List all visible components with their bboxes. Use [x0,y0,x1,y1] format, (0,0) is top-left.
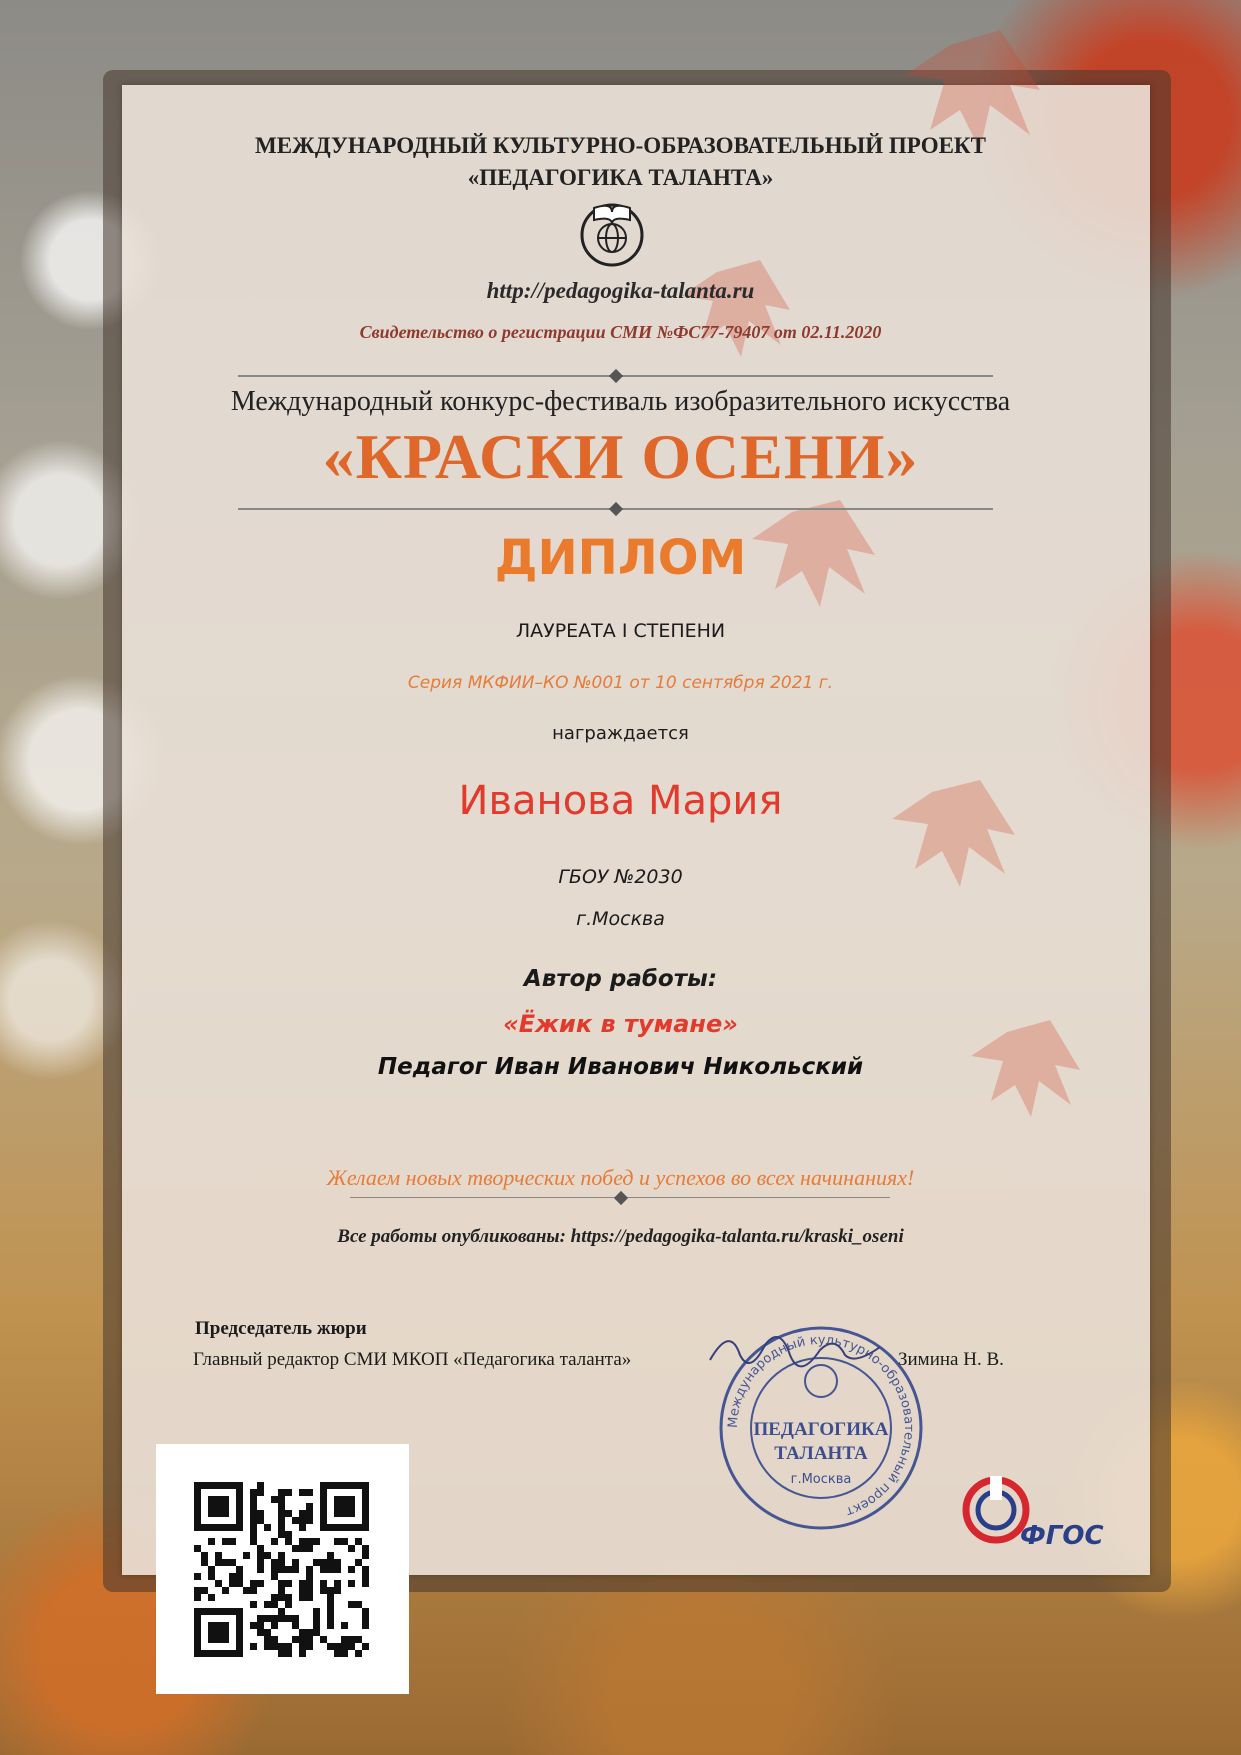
chair-label: Председатель жюри [195,1318,367,1339]
qr-module [243,1552,250,1559]
qr-module [292,1615,299,1622]
qr-module [257,1510,264,1517]
qr-module [250,1517,257,1524]
qr-module [215,1559,222,1566]
qr-module [257,1517,264,1524]
book-globe-logo-icon [572,198,652,268]
qr-module [348,1601,355,1608]
qr-module [292,1622,299,1629]
school-name: ГБОУ №2030 [558,866,683,888]
qr-module [194,1545,201,1552]
qr-module [299,1489,306,1496]
qr-module [334,1650,341,1657]
qr-module [222,1538,229,1545]
qr-module [299,1643,306,1650]
qr-module [278,1580,285,1587]
qr-module [362,1580,369,1587]
qr-module [250,1489,257,1496]
qr-module [257,1629,264,1636]
qr-module [278,1615,285,1622]
qr-module [320,1587,327,1594]
qr-module [278,1496,285,1503]
qr-module [362,1573,369,1580]
qr-module [313,1538,320,1545]
qr-module [236,1580,243,1587]
fgos-text: ФГОС [1020,1521,1104,1551]
qr-module [306,1489,313,1496]
qr-module [362,1545,369,1552]
qr-module [278,1552,285,1559]
qr-module [278,1524,285,1531]
awarded-label: награждается [552,723,689,744]
qr-module [285,1580,292,1587]
qr-module [292,1566,299,1573]
qr-module [348,1636,355,1643]
qr-module [313,1629,320,1636]
qr-module [299,1580,306,1587]
qr-module [355,1538,362,1545]
qr-module [250,1580,257,1587]
qr-module [285,1650,292,1657]
qr-module [208,1573,215,1580]
registration-info: Свидетельство о регистрации СМИ №ФС77-79407 от 02.11.2020 [359,322,882,342]
qr-module [285,1643,292,1650]
qr-module [306,1545,313,1552]
qr-module [299,1587,306,1594]
qr-module [320,1559,327,1566]
teacher-name: Педагог Иван Иванович Никольский [377,1054,864,1080]
qr-module [313,1608,320,1615]
qr-module [278,1531,285,1538]
qr-module [278,1650,285,1657]
qr-module [348,1580,355,1587]
qr-module [201,1587,208,1594]
qr-module [257,1622,264,1629]
qr-module [327,1559,334,1566]
qr-module [341,1622,348,1629]
qr-module [306,1587,313,1594]
qr-module [208,1538,215,1545]
qr-module [306,1580,313,1587]
qr-module [257,1559,264,1566]
qr-module [292,1545,299,1552]
qr-module [257,1545,264,1552]
qr-module [250,1643,257,1650]
qr-module [215,1580,222,1587]
qr-module [278,1608,285,1615]
contest-subtitle: Международный конкурс-фестиваль изобразительного искусства [230,386,1011,417]
qr-module [355,1636,362,1643]
fgos-logo-icon [962,1470,1122,1560]
qr-module [264,1643,271,1650]
qr-module [334,1587,341,1594]
qr-module [250,1587,257,1594]
qr-module [229,1538,236,1545]
diploma-degree: ЛАУРЕАТА I СТЕПЕНИ [515,620,726,642]
qr-module [306,1510,313,1517]
chair-name: Зимина Н. В. [898,1349,1004,1370]
qr-module [327,1615,334,1622]
qr-module [306,1629,313,1636]
project-line-1: МЕЖДУНАРОДНЫЙ КУЛЬТУРНО-ОБРАЗОВАТЕЛЬНЫЙ ПРОЕКТ [255,133,986,158]
qr-module [285,1531,292,1538]
qr-module [334,1643,341,1650]
qr-module [341,1636,348,1643]
qr-module [306,1538,313,1545]
qr-module [299,1524,306,1531]
stamp-ring-text: Международный культурно-образовательный проект [725,1332,917,1519]
qr-module [250,1622,257,1629]
chair-position: Главный редактор СМИ МКОП «Педагогика таланта» [193,1349,632,1370]
qr-module [299,1538,306,1545]
qr-module [250,1524,257,1531]
qr-module [327,1594,334,1601]
qr-module [285,1615,292,1622]
qr-module [278,1503,285,1510]
qr-finder [334,1496,355,1517]
stamp-city: г.Москва [790,1472,852,1487]
qr-finder [208,1496,229,1517]
qr-module [271,1601,278,1608]
city-name: г.Москва [576,908,665,930]
qr-module [250,1538,257,1545]
qr-module [355,1601,362,1608]
qr-module [215,1552,222,1559]
qr-module [362,1615,369,1622]
qr-module [362,1566,369,1573]
qr-module [194,1594,201,1601]
qr-module [341,1643,348,1650]
qr-module [313,1559,320,1566]
qr-module [271,1559,278,1566]
qr-module [327,1566,334,1573]
qr-module [306,1636,313,1643]
qr-module [264,1636,271,1643]
author-label: Автор работы: [523,966,718,992]
qr-module [194,1573,201,1580]
qr-module [292,1517,299,1524]
stamp-line-2: ТАЛАНТА [774,1443,868,1464]
qr-module [222,1587,229,1594]
qr-module [278,1587,285,1594]
qr-module [285,1566,292,1573]
qr-module [271,1615,278,1622]
qr-module [299,1510,306,1517]
qr-module [299,1650,306,1657]
qr-module [348,1643,355,1650]
qr-module [285,1601,292,1608]
qr-module [278,1566,285,1573]
qr-module [348,1545,355,1552]
qr-module [208,1566,215,1573]
qr-module [250,1503,257,1510]
qr-module [271,1622,278,1629]
qr-module [201,1552,208,1559]
qr-module [334,1566,341,1573]
project-title [0,130,1241,194]
qr-module [278,1594,285,1601]
qr-module [278,1643,285,1650]
qr-module [327,1608,334,1615]
qr-module [278,1517,285,1524]
qr-module [271,1636,278,1643]
qr-module [194,1587,201,1594]
qr-module [285,1489,292,1496]
qr-module [299,1545,306,1552]
qr-module [257,1489,264,1496]
publication-link: Все работы опубликованы: https://pedagogika-talanta.ru/kraski_oseni [337,1226,904,1247]
qr-module [341,1538,348,1545]
qr-module [306,1643,313,1650]
qr-module [208,1594,215,1601]
qr-module [271,1538,278,1545]
qr-module [320,1566,327,1573]
recipient-name: Иванова Мария [458,778,783,824]
qr-module [299,1594,306,1601]
qr-module [285,1510,292,1517]
qr-module [229,1580,236,1587]
qr-module [362,1608,369,1615]
qr-module [271,1594,278,1601]
qr-module [362,1622,369,1629]
qr-module [271,1643,278,1650]
qr-module [299,1629,306,1636]
qr-module [257,1580,264,1587]
qr-module [229,1559,236,1566]
qr-module [292,1559,299,1566]
qr-module [320,1580,327,1587]
qr-module [334,1538,341,1545]
qr-module [285,1538,292,1545]
qr-module [327,1601,334,1608]
qr-module [313,1622,320,1629]
qr-module [257,1482,264,1489]
site-url: http://pedagogika-talanta.ru [486,278,755,303]
qr-module [292,1636,299,1643]
qr-module [334,1559,341,1566]
qr-module [236,1566,243,1573]
wish-text: Желаем новых творческих побед и успехов во всех начинаниях! [326,1165,915,1190]
qr-module [306,1573,313,1580]
qr-module [271,1573,278,1580]
qr-module [306,1594,313,1601]
qr-module [222,1559,229,1566]
qr-module [264,1629,271,1636]
qr-module [278,1559,285,1566]
qr-code [156,1444,409,1694]
qr-module [271,1496,278,1503]
diploma-series: Серия МКФИИ–КО №001 от 10 сентября 2021 г. [407,673,834,693]
qr-module [355,1650,362,1657]
qr-finder [208,1622,229,1643]
qr-module [250,1510,257,1517]
qr-module [299,1517,306,1524]
work-title: «Ёжик в тумане» [503,1010,738,1038]
stamp-line-1: ПЕДАГОГИКА [753,1419,889,1440]
qr-module [334,1580,341,1587]
diploma-title: ДИПЛОМ [494,530,747,586]
qr-module [341,1650,348,1657]
qr-module [299,1636,306,1643]
qr-module [264,1524,271,1531]
qr-module [327,1552,334,1559]
qr-module [264,1615,271,1622]
qr-module [306,1517,313,1524]
qr-module [257,1552,264,1559]
qr-module [201,1559,208,1566]
project-line-2: «ПЕДАГОГИКА ТАЛАНТА» [467,165,774,190]
qr-module [362,1643,369,1650]
qr-module [243,1587,250,1594]
qr-module [313,1615,320,1622]
qr-module [306,1566,313,1573]
qr-module [355,1559,362,1566]
stamp-seal [716,1323,926,1533]
qr-module [257,1566,264,1573]
qr-module [250,1496,257,1503]
qr-module [278,1510,285,1517]
qr-module [327,1587,334,1594]
qr-module [285,1594,292,1601]
qr-module [271,1566,278,1573]
qr-module [236,1573,243,1580]
contest-title: «КРАСКИ ОСЕНИ» [322,421,919,492]
qr-module [327,1622,334,1629]
qr-module [264,1552,271,1559]
qr-module [250,1601,257,1608]
qr-module [229,1573,236,1580]
qr-module [320,1636,327,1643]
qr-module [306,1503,313,1510]
qr-module [362,1552,369,1559]
qr-module [278,1489,285,1496]
qr-module [250,1531,257,1538]
qr-module [327,1643,334,1650]
qr-module [257,1615,264,1622]
qr-module [264,1601,271,1608]
qr-module [348,1566,355,1573]
